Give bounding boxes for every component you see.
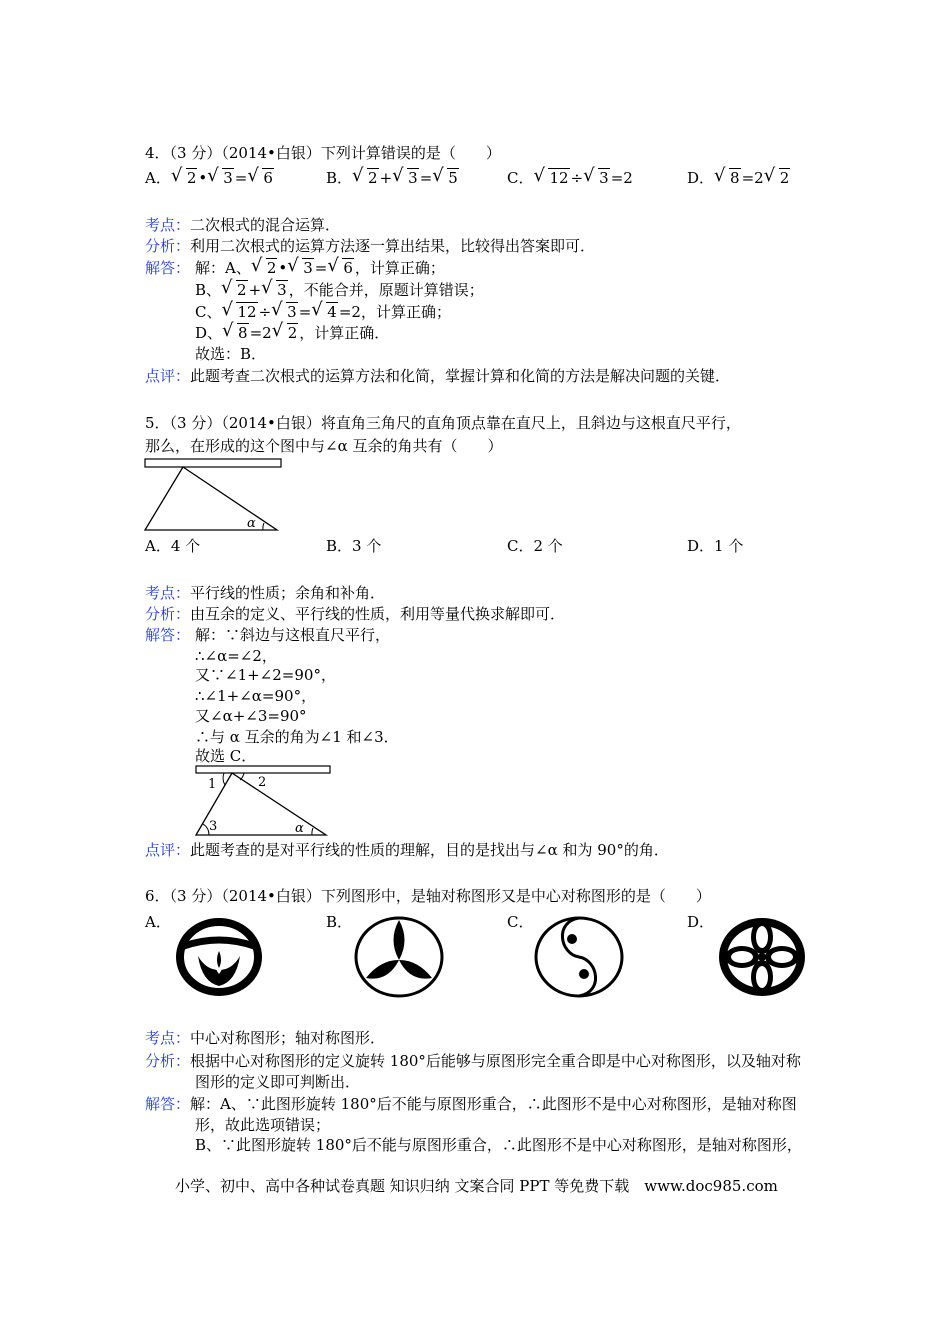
q4-stem: 4．（3 分）（2014•白银）下列计算错误的是（ ）	[145, 144, 501, 162]
alpha-label: α	[247, 516, 256, 531]
q6-jieda: 解答：解：A、∵此图形旋转 180°后不能与原图形重合，∴此图形不是中心对称图形，是轴对称图	[145, 1095, 797, 1113]
q5-solution-line-1: 解：∵斜边与这根直尺平行，	[195, 626, 391, 644]
q5-solution-line-6: ∴与 α 互余的角为∠1 和∠3．	[195, 728, 399, 746]
q4-solution-line-2: B、√ 2 +√ 3 ，不能合并，原题计算错误；	[195, 280, 484, 300]
q5-jieda-label: 解答：	[145, 626, 191, 644]
q6-figure-a	[176, 918, 262, 996]
q5-fenxi: 分析：由互余的定义、平行线的性质，利用等量代换求解即可．	[145, 605, 566, 623]
q6-solution-line-3: B、∵此图形旋转 180°后不能与原图形重合，∴此图形不是中心对称图形，是轴对称图形，	[195, 1136, 802, 1154]
q5-solution-line-4: ∴∠1+∠α=90°，	[195, 687, 317, 705]
q5-dianping: 点评：此题考查的是对平行线的性质的理解，目的是找出与∠α 和为 90°的角．	[145, 841, 669, 859]
q5-option-a: A．4 个	[145, 537, 201, 555]
q6-option-b-label: B．	[326, 913, 353, 931]
q6-fenxi-line-2: 图形的定义即可判断出．	[195, 1073, 361, 1091]
q4-option-d: D．√ 8 =2√ 2	[687, 168, 791, 188]
right-triangle	[145, 467, 277, 530]
q4-solution-line-4: D、√ 8 =2√ 2 ，计算正确．	[195, 323, 389, 343]
q5-option-d: D．1 个	[687, 537, 744, 555]
q6-figure-c	[532, 914, 626, 1000]
alpha-arc	[263, 523, 264, 530]
q6-fenxi: 分析：根据中心对称图形的定义旋转 180°后能够与原图形完全重合即是中心对称图形，以及轴对称	[145, 1052, 801, 1070]
q6-figure-d	[715, 914, 809, 1000]
alpha-arc	[312, 828, 313, 835]
q4-solution-line-5: 故选：B．	[195, 345, 267, 363]
q4-solution-line-1: 解：A、√ 2 •√ 3 =√ 6 ，计算正确；	[195, 258, 445, 278]
page-footer: 小学、初中、高中各种试卷真题 知识归纳 文案合同 PPT 等免费下载 www.doc985.com	[175, 1177, 778, 1195]
q4-option-a: A．√ 2 •√ 3 =√ 6	[145, 168, 275, 188]
q5-kaodian: 考点：平行线的性质；余角和补角．	[145, 584, 386, 602]
q4-jieda-label: 解答：	[145, 259, 191, 277]
q4-kaodian: 考点：二次根式的混合运算．	[145, 216, 341, 234]
q5-solution-line-5: 又∠α+∠3=90°	[195, 707, 307, 725]
q5-solution-figure	[194, 764, 334, 838]
label-2: 2	[258, 775, 267, 790]
angle-1-arc	[223, 773, 225, 785]
q5-stem-line-2: 那么，在形成的这个图中与∠α 互余的角共有（ ）	[145, 437, 503, 455]
q5-option-b: B．3 个	[326, 537, 382, 555]
q6-kaodian: 考点：中心对称图形；轴对称图形．	[145, 1029, 386, 1047]
q6-option-d-label: D．	[687, 913, 715, 931]
q6-option-a-label: A．	[145, 913, 171, 931]
ruler	[196, 766, 330, 773]
q6-option-c-label: C．	[507, 913, 534, 931]
label-3: 3	[209, 819, 218, 834]
q5-option-c: C．2 个	[507, 537, 563, 555]
q4-dianping: 点评：此题考查二次根式的运算方法和化简，掌握计算和化简的方法是解决问题的关键．	[145, 367, 731, 385]
q5-stem-line-1: 5．（3 分）（2014•白银）将直角三角尺的直角顶点靠在直尺上，且斜边与这根直尺平行，	[145, 414, 741, 432]
q4-option-b: B．√ 2 +√ 3 =√ 5	[326, 168, 460, 188]
q6-stem: 6．（3 分）（2014•白银）下列图形中，是轴对称图形又是中心对称图形的是（ ）	[145, 887, 711, 905]
q4-fenxi: 分析：利用二次根式的运算方法逐一算出结果，比较得出答案即可．	[145, 237, 596, 255]
alpha-label: α	[295, 821, 304, 836]
q5-solution-line-7: 故选 C．	[195, 747, 257, 765]
ruler	[145, 459, 281, 467]
q6-solution-line-2: 形，故此选项错误；	[195, 1116, 331, 1134]
q5-triangle-ruler-figure	[143, 457, 285, 533]
q5-solution-line-2: ∴∠α=∠2，	[195, 647, 277, 665]
q5-solution-line-3: 又∵∠1+∠2=90°，	[195, 666, 336, 684]
q6-figure-b	[352, 914, 446, 1000]
q4-solution-line-3: C、√ 12 ÷√ 3 =√ 4 =2，计算正确；	[195, 302, 451, 322]
q4-option-c: C．√ 12 ÷√ 3 =2	[507, 168, 633, 188]
label-1: 1	[208, 777, 217, 792]
